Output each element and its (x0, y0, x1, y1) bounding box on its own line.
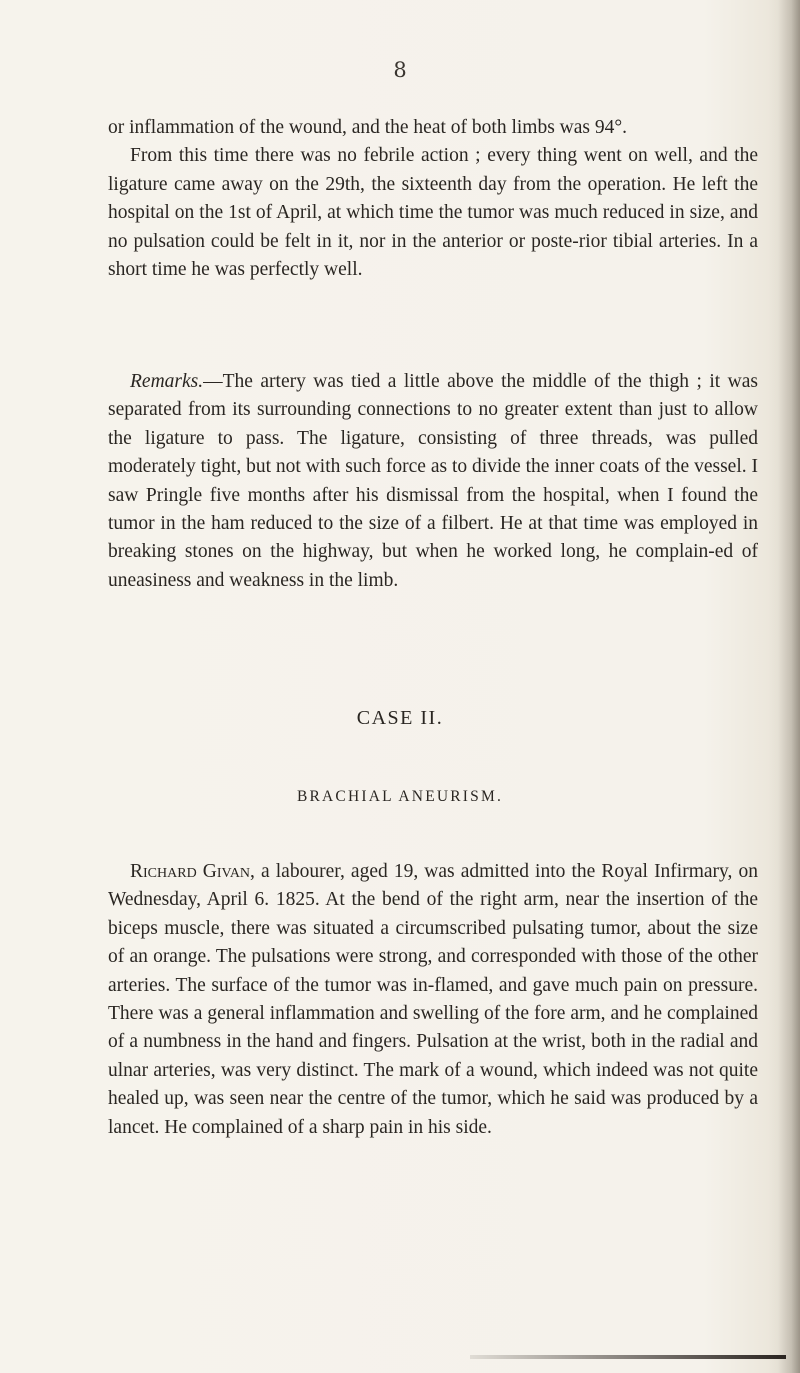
patient-name: Richard Givan (130, 861, 251, 882)
page-edge-shadow (778, 0, 800, 1373)
paragraph-case-two (108, 858, 758, 1142)
remarks-text: —The artery was tied a little above the middle of the thigh ; it was separated from its surrounding connections to no greater extent than just to allow the ligature to pass. The ligature, consisting of three threads, was pulled moderately tight, but not with such force as to divide the inner coats of the vessel. I saw Pringle five months after his dismissal from the hospital, when I found the tumor in the ham reduced to the size of a filbert. He at that time was employed in breaking stones on the highway, but when he worked long, he complain-ed of uneasiness and weakness in the limb. (108, 371, 758, 591)
text-block-case-end (108, 114, 758, 284)
page-number: 8 (393, 58, 407, 82)
remarks-heading: Remarks. (130, 371, 204, 392)
paragraph-remarks (108, 368, 758, 595)
case-subheading: BRACHIAL ANEURISM. (296, 788, 504, 805)
text-block-case-two (108, 858, 758, 1142)
case-heading: CASE II. (356, 707, 444, 729)
bottom-rule (470, 1355, 786, 1359)
paragraph-continuation: or inflammation of the wound, and the heat of both limbs was 94°. (108, 117, 628, 138)
paragraph-recovery: From this time there was no febrile action ; every thing went on well, and the ligature came away on the 29th, the sixteenth day from the operation. He left the hospital on the 1st of April, at which time the tumor was much reduced in size, and no pulsation could be felt in it, nor in the anterior or poste-rior tibial arteries. In a short time he was perfectly well. (108, 145, 758, 281)
case-two-text: , a labourer, aged 19, was admitted into the Royal Infirmary, on Wednesday, April 6. 1825. At the bend of the right arm, near the insertion of the biceps muscle, there was situated a circumscribed pulsating tumor, about the size of an orange. The pulsations were strong, and corresponded with those of the other arteries. The surface of the tumor was in-flamed, and gave much pain on pressure. There was a general inflammation and swelling of the fore arm, and he complained of a numbness in the hand and fingers. Pulsation at the wrist, both in the radial and ulnar arteries, was very distinct. The mark of a wound, which indeed was not quite healed up, was seen near the centre of the tumor, which he said was produced by a lancet. He complained of a sharp pain in his side. (108, 861, 758, 1138)
text-block-remarks (108, 368, 758, 595)
